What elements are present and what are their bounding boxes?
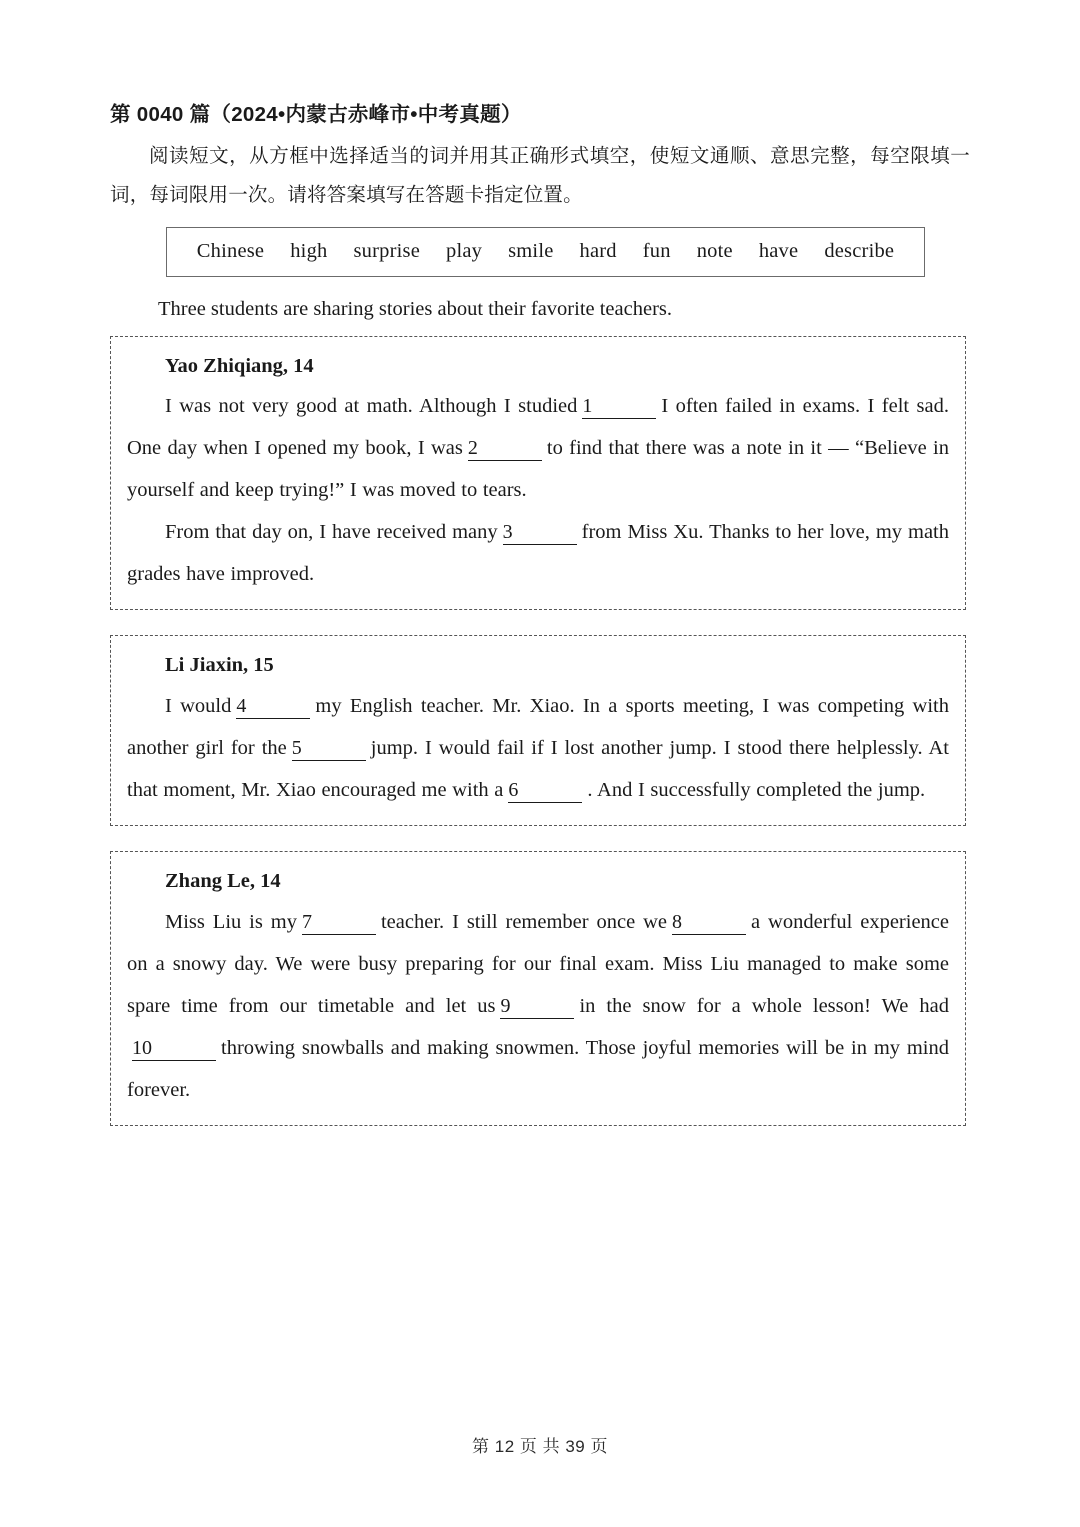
word-bank-item: smile xyxy=(508,240,554,263)
word-bank-item: high xyxy=(290,240,328,263)
answer-blank-7[interactable]: 7 xyxy=(302,911,376,935)
passage-text-segment: in the snow for a whole lesson! We had xyxy=(579,994,949,1017)
answer-blank-10[interactable]: 10 xyxy=(132,1037,216,1061)
passage-text-segment: from Miss Xu. Thanks to her love, my math grades have improved. xyxy=(127,521,949,586)
word-bank-item: hard xyxy=(579,240,617,263)
passage-paragraph xyxy=(127,685,949,811)
passage-box-yao-zhiqiang xyxy=(110,336,966,611)
word-bank-item: describe xyxy=(824,240,895,263)
page-footer: 第 12 页 共 39 页 xyxy=(472,1437,608,1456)
passage-text-segment: From that day on, I have received many xyxy=(165,521,498,544)
word-bank-item: note xyxy=(696,240,733,263)
instruction-text: 阅读短文，从方框中选择适当的词并用其正确形式填空，使短文通顺、意思完整，每空限填一词，每词限用一次。请将答案填写在答题卡指定位置。 xyxy=(110,144,970,206)
passage-text-segment: jump. I would fail if I lost another jump. I stood there helplessly. At that moment, Mr. Xiao encouraged me with a xyxy=(127,737,949,802)
word-bank-box xyxy=(166,227,925,277)
word-bank-wrapper xyxy=(110,227,970,277)
passage-text-segment: I often failed in exams. I felt sad. One day when I opened my book, I was xyxy=(127,395,949,460)
document-content xyxy=(110,100,970,1151)
answer-blank-5[interactable]: 5 xyxy=(292,737,366,761)
passage-text-segment: to find that there was a note in it — “Believe in yourself and keep trying!” I was moved to tears. xyxy=(127,437,949,502)
answer-blank-1[interactable]: 1 xyxy=(582,395,656,419)
answer-blank-6[interactable]: 6 xyxy=(508,779,582,803)
word-bank-item: surprise xyxy=(353,240,420,263)
word-bank-item: have xyxy=(758,240,799,263)
passage-box-zhang-le xyxy=(110,851,966,1126)
passage-text-segment: teacher. I still remember once we xyxy=(380,910,668,933)
passage-text-segment: throwing snowballs and making snowmen. Those joyful memories will be in my mind forever. xyxy=(127,1036,949,1101)
passage-paragraph xyxy=(127,385,949,511)
passage-paragraph xyxy=(127,511,949,595)
passage-author-name: Li Jiaxin, 15 xyxy=(165,654,274,677)
word-bank-item: play xyxy=(446,240,483,263)
passage-paragraph xyxy=(127,901,949,1111)
answer-blank-8[interactable]: 8 xyxy=(672,911,746,935)
passage-box-li-jiaxin xyxy=(110,635,966,826)
page-title: 第 0040 篇（2024•内蒙古赤峰市•中考真题） xyxy=(110,103,522,126)
word-bank-list xyxy=(184,240,907,263)
passage-text-segment: . And I successfully completed the jump. xyxy=(587,779,926,802)
passage-text-segment: Miss Liu is my xyxy=(165,910,297,933)
answer-blank-9[interactable]: 9 xyxy=(500,995,574,1019)
passage-text-segment: I was not very good at math. Although I studied xyxy=(165,395,578,418)
passage-text-segment: my English teacher. Mr. Xiao. In a sports meeting, I was competing with another girl for the xyxy=(127,695,950,760)
answer-blank-2[interactable]: 2 xyxy=(468,437,542,461)
passage-text-segment: I would xyxy=(165,695,232,718)
answer-blank-4[interactable]: 4 xyxy=(236,695,310,719)
word-bank-item: Chinese xyxy=(196,240,265,263)
word-bank-item: fun xyxy=(642,240,671,263)
passage-text-segment: a wonderful experience on a snowy day. We were busy preparing for our final exam. Miss Liu managed to make some spare time from our timetable and let us xyxy=(127,910,949,1017)
lead-in-text: Three students are sharing stories about their favorite teachers. xyxy=(158,297,673,320)
passage-author-name: Zhang Le, 14 xyxy=(165,870,281,893)
passage-author-name: Yao Zhiqiang, 14 xyxy=(165,354,314,377)
answer-blank-3[interactable]: 3 xyxy=(503,521,577,545)
